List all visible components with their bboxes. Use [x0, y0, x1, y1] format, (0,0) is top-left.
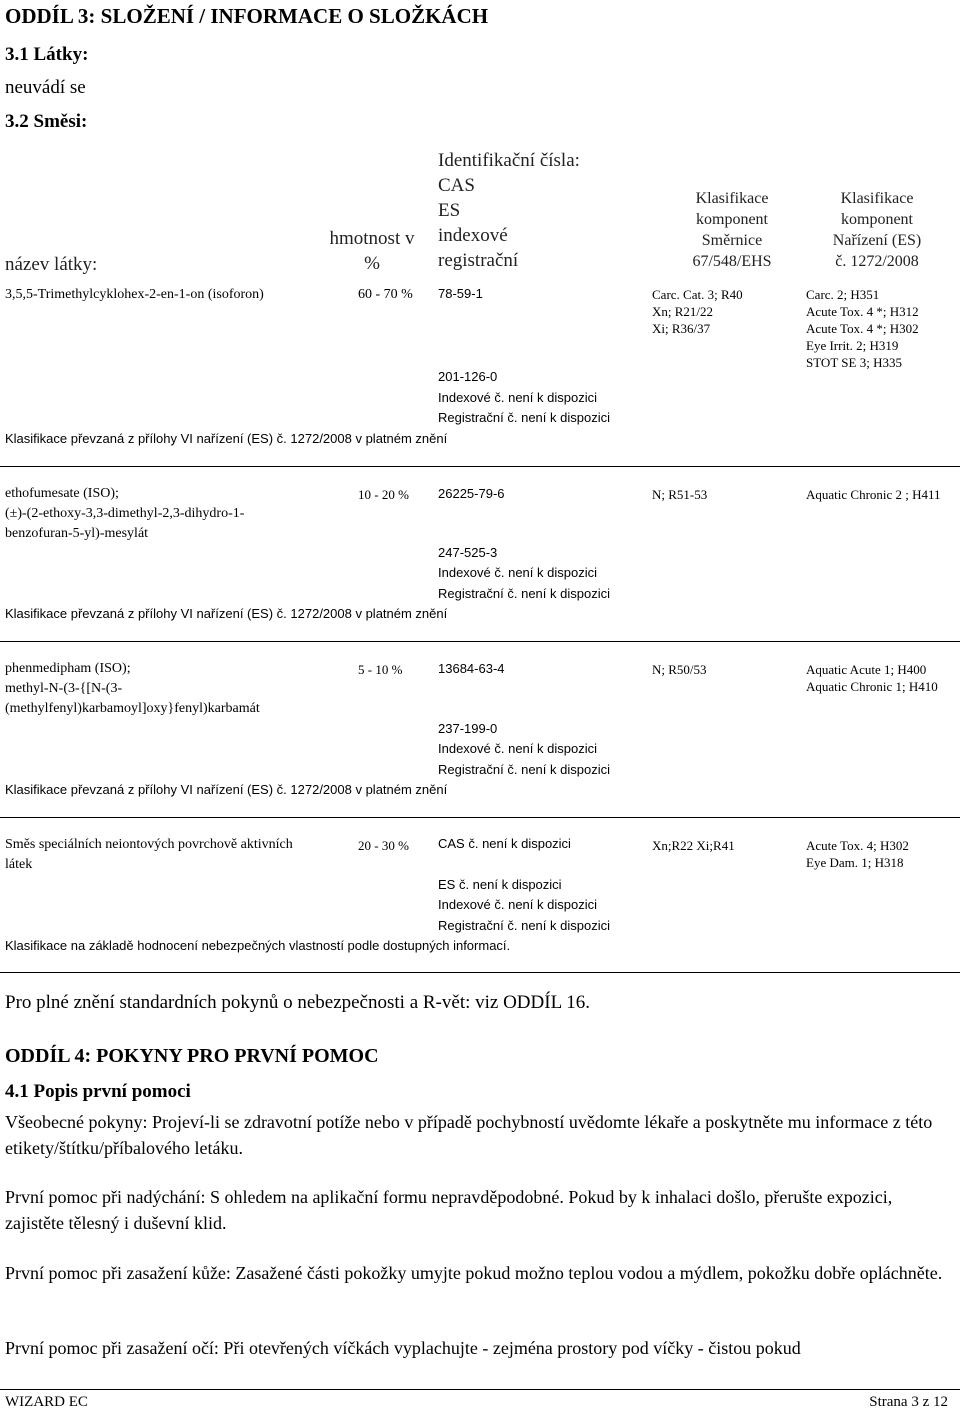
header-identifiers-line: Identifikační čísla:	[438, 150, 580, 171]
clp-line: Acute Tox. 4 *; H302	[806, 321, 919, 336]
substance-dsd	[652, 486, 707, 503]
header-dsd-line: Klasifikace	[695, 190, 769, 207]
dsd-line: Carc. Cat. 3; R40	[652, 287, 743, 302]
substance-dsd	[652, 286, 743, 337]
section-4-title: ODDÍL 4: POKYNY PRO PRVNÍ POMOC	[5, 1045, 379, 1067]
dsd-line: Xn;R22 Xi;R41	[652, 838, 735, 853]
clp-line: Eye Dam. 1; H318	[806, 855, 904, 870]
substance-name-line: látek	[5, 857, 33, 872]
substance-cas: 13684-63-4	[438, 661, 505, 676]
section-3-title: ODDÍL 3: SLOŽENÍ / INFORMACE O SLOŽKÁCH	[5, 4, 489, 28]
classification-note: Klasifikace převzaná z přílohy VI nařízení (ES) č. 1272/2008 v platném znění	[5, 606, 448, 621]
subsection-3-1-value: neuvádí se	[5, 77, 86, 98]
header-identifiers-line: indexové	[438, 225, 508, 246]
substance-name	[5, 484, 244, 544]
clp-line: Aquatic Acute 1; H400	[806, 662, 927, 677]
subsection-3-1-title: 3.1 Látky:	[5, 44, 89, 65]
dsd-line: Xn; R21/22	[652, 304, 714, 319]
header-clp-line: komponent	[841, 211, 913, 228]
header-identifiers-line: ES	[438, 200, 461, 221]
header-dsd-line: Směrnice	[701, 232, 763, 249]
substance-name-line: (±)-(2-ethoxy-3,3-dimethyl-2,3-dihydro-1-	[5, 506, 245, 521]
substance-name-line: phenmedipham (ISO);	[5, 661, 131, 676]
substance-es: 247-525-3	[438, 545, 498, 560]
full-text-note: Pro plné znění standardních pokynů o nebezpečnosti a R-vět: viz ODDÍL 16.	[5, 992, 590, 1013]
header-identifiers	[438, 148, 580, 273]
substance-dsd	[652, 837, 735, 854]
header-clp-line: č. 1272/2008	[835, 253, 919, 270]
substance-es: 201-126-0	[438, 369, 498, 384]
clp-line: STOT SE 3; H335	[806, 355, 902, 370]
clp-line: Eye Irrit. 2; H319	[806, 338, 899, 353]
substance-clp	[806, 837, 909, 871]
first-aid-skin: První pomoc při zasažení kůže: Zasažené části pokožky umyjte pokud možno teplou vodou a mýdlem, pokožku dobře opláchněte.	[5, 1263, 943, 1283]
substance-registration: Registrační č. není k dispozici	[438, 918, 610, 933]
substance-mass: 20 - 30 %	[358, 838, 409, 853]
substance-registration: Registrační č. není k dispozici	[438, 762, 610, 777]
substance-name-line: benzofuran-5-yl)-mesylát	[5, 526, 149, 541]
substance-mass: 10 - 20 %	[358, 487, 409, 502]
substance-index: Indexové č. není k dispozici	[438, 390, 597, 405]
header-mass-line: %	[364, 253, 380, 274]
substance-registration: Registrační č. není k dispozici	[438, 586, 610, 601]
clp-line: Aquatic Chronic 1; H410	[806, 679, 938, 694]
row-divider	[0, 466, 960, 467]
classification-note: Klasifikace převzaná z přílohy VI nařízení (ES) č. 1272/2008 v platném znění	[5, 782, 448, 797]
dsd-line: N; R51-53	[652, 487, 708, 502]
substance-clp	[806, 286, 919, 371]
classification-note: Klasifikace převzaná z přílohy VI nařízení (ES) č. 1272/2008 v platném znění	[5, 431, 448, 446]
header-dsd-line: komponent	[696, 211, 768, 228]
header-mass-line: hmotnost v	[329, 228, 415, 249]
substance-name-line: methyl-N-(3-{[N-(3-	[5, 681, 123, 696]
footer-divider	[0, 1389, 960, 1390]
footer-product-name: WIZARD EC	[5, 1394, 88, 1410]
header-classification-dsd	[662, 188, 802, 272]
substance-index: Indexové č. není k dispozici	[438, 741, 597, 756]
header-dsd-line: 67/548/EHS	[692, 253, 772, 270]
header-mass	[322, 226, 422, 276]
header-classification-clp	[807, 188, 947, 272]
substance-es: 237-199-0	[438, 721, 498, 736]
substance-clp	[806, 486, 941, 503]
substance-name-line: Směs speciálních neiontových povrchově aktivních	[5, 837, 293, 852]
substance-name: 3,5,5-Trimethylcyklohex-2-en-1-on (isoforon)	[5, 287, 264, 302]
footer-page-number: Strana 3 z 12	[869, 1394, 948, 1410]
row-divider	[0, 817, 960, 818]
substance-index: Indexové č. není k dispozici	[438, 897, 597, 912]
subsection-3-2-title: 3.2 Směsi:	[5, 111, 88, 132]
substance-name	[5, 835, 293, 875]
header-clp-line: Nařízení (ES)	[832, 232, 922, 249]
first-aid-inhalation: První pomoc při nadýchání: S ohledem na aplikační formu nepravděpodobné. Pokud by k inhalaci došlo, přerušte expozici, zajistěte tělesný i duševní klid.	[5, 1187, 893, 1233]
substance-name	[5, 659, 260, 719]
subsection-4-1-title: 4.1 Popis první pomoci	[5, 1081, 191, 1102]
substance-name-line: ethofumesate (ISO);	[5, 486, 119, 501]
substance-cas: CAS č. není k dispozici	[438, 836, 571, 851]
first-aid-eyes: První pomoc při zasažení očí: Při otevřených víčkách vyplachujte - zejména prostory pod víčky - čistou pokud	[5, 1338, 801, 1358]
header-clp-line: Klasifikace	[840, 190, 914, 207]
substance-mass: 5 - 10 %	[358, 662, 403, 677]
header-substance-name: název látky:	[5, 254, 98, 275]
substance-index: Indexové č. není k dispozici	[438, 565, 597, 580]
substance-name-line: (methylfenyl)karbamoyl]oxy}fenyl)karbamát	[5, 701, 260, 716]
substance-cas: 26225-79-6	[438, 486, 505, 501]
substance-cas: 78-59-1	[438, 286, 483, 301]
substance-es: ES č. není k dispozici	[438, 877, 562, 892]
clp-line: Carc. 2; H351	[806, 287, 880, 302]
substance-mass: 60 - 70 %	[358, 287, 413, 302]
dsd-line: Xi; R36/37	[652, 321, 711, 336]
substance-registration: Registrační č. není k dispozici	[438, 410, 610, 425]
substance-dsd	[652, 661, 707, 678]
substance-clp	[806, 661, 938, 695]
clp-line: Acute Tox. 4; H302	[806, 838, 909, 853]
clp-line: Acute Tox. 4 *; H312	[806, 304, 919, 319]
header-identifiers-line: CAS	[438, 175, 475, 196]
classification-note: Klasifikace na základě hodnocení nebezpečných vlastností podle dostupných informací.	[5, 938, 511, 953]
first-aid-general: Všeobecné pokyny: Projeví-li se zdravotní potíže nebo v případě pochybností uvědomte lékaře a poskytněte mu informace z této etikety/štítku/příbalového letáku.	[5, 1112, 933, 1158]
row-divider	[0, 641, 960, 642]
row-divider	[0, 972, 960, 973]
dsd-line: N; R50/53	[652, 662, 707, 677]
header-identifiers-line: registrační	[438, 250, 519, 271]
clp-line: Aquatic Chronic 2 ; H411	[806, 487, 941, 502]
